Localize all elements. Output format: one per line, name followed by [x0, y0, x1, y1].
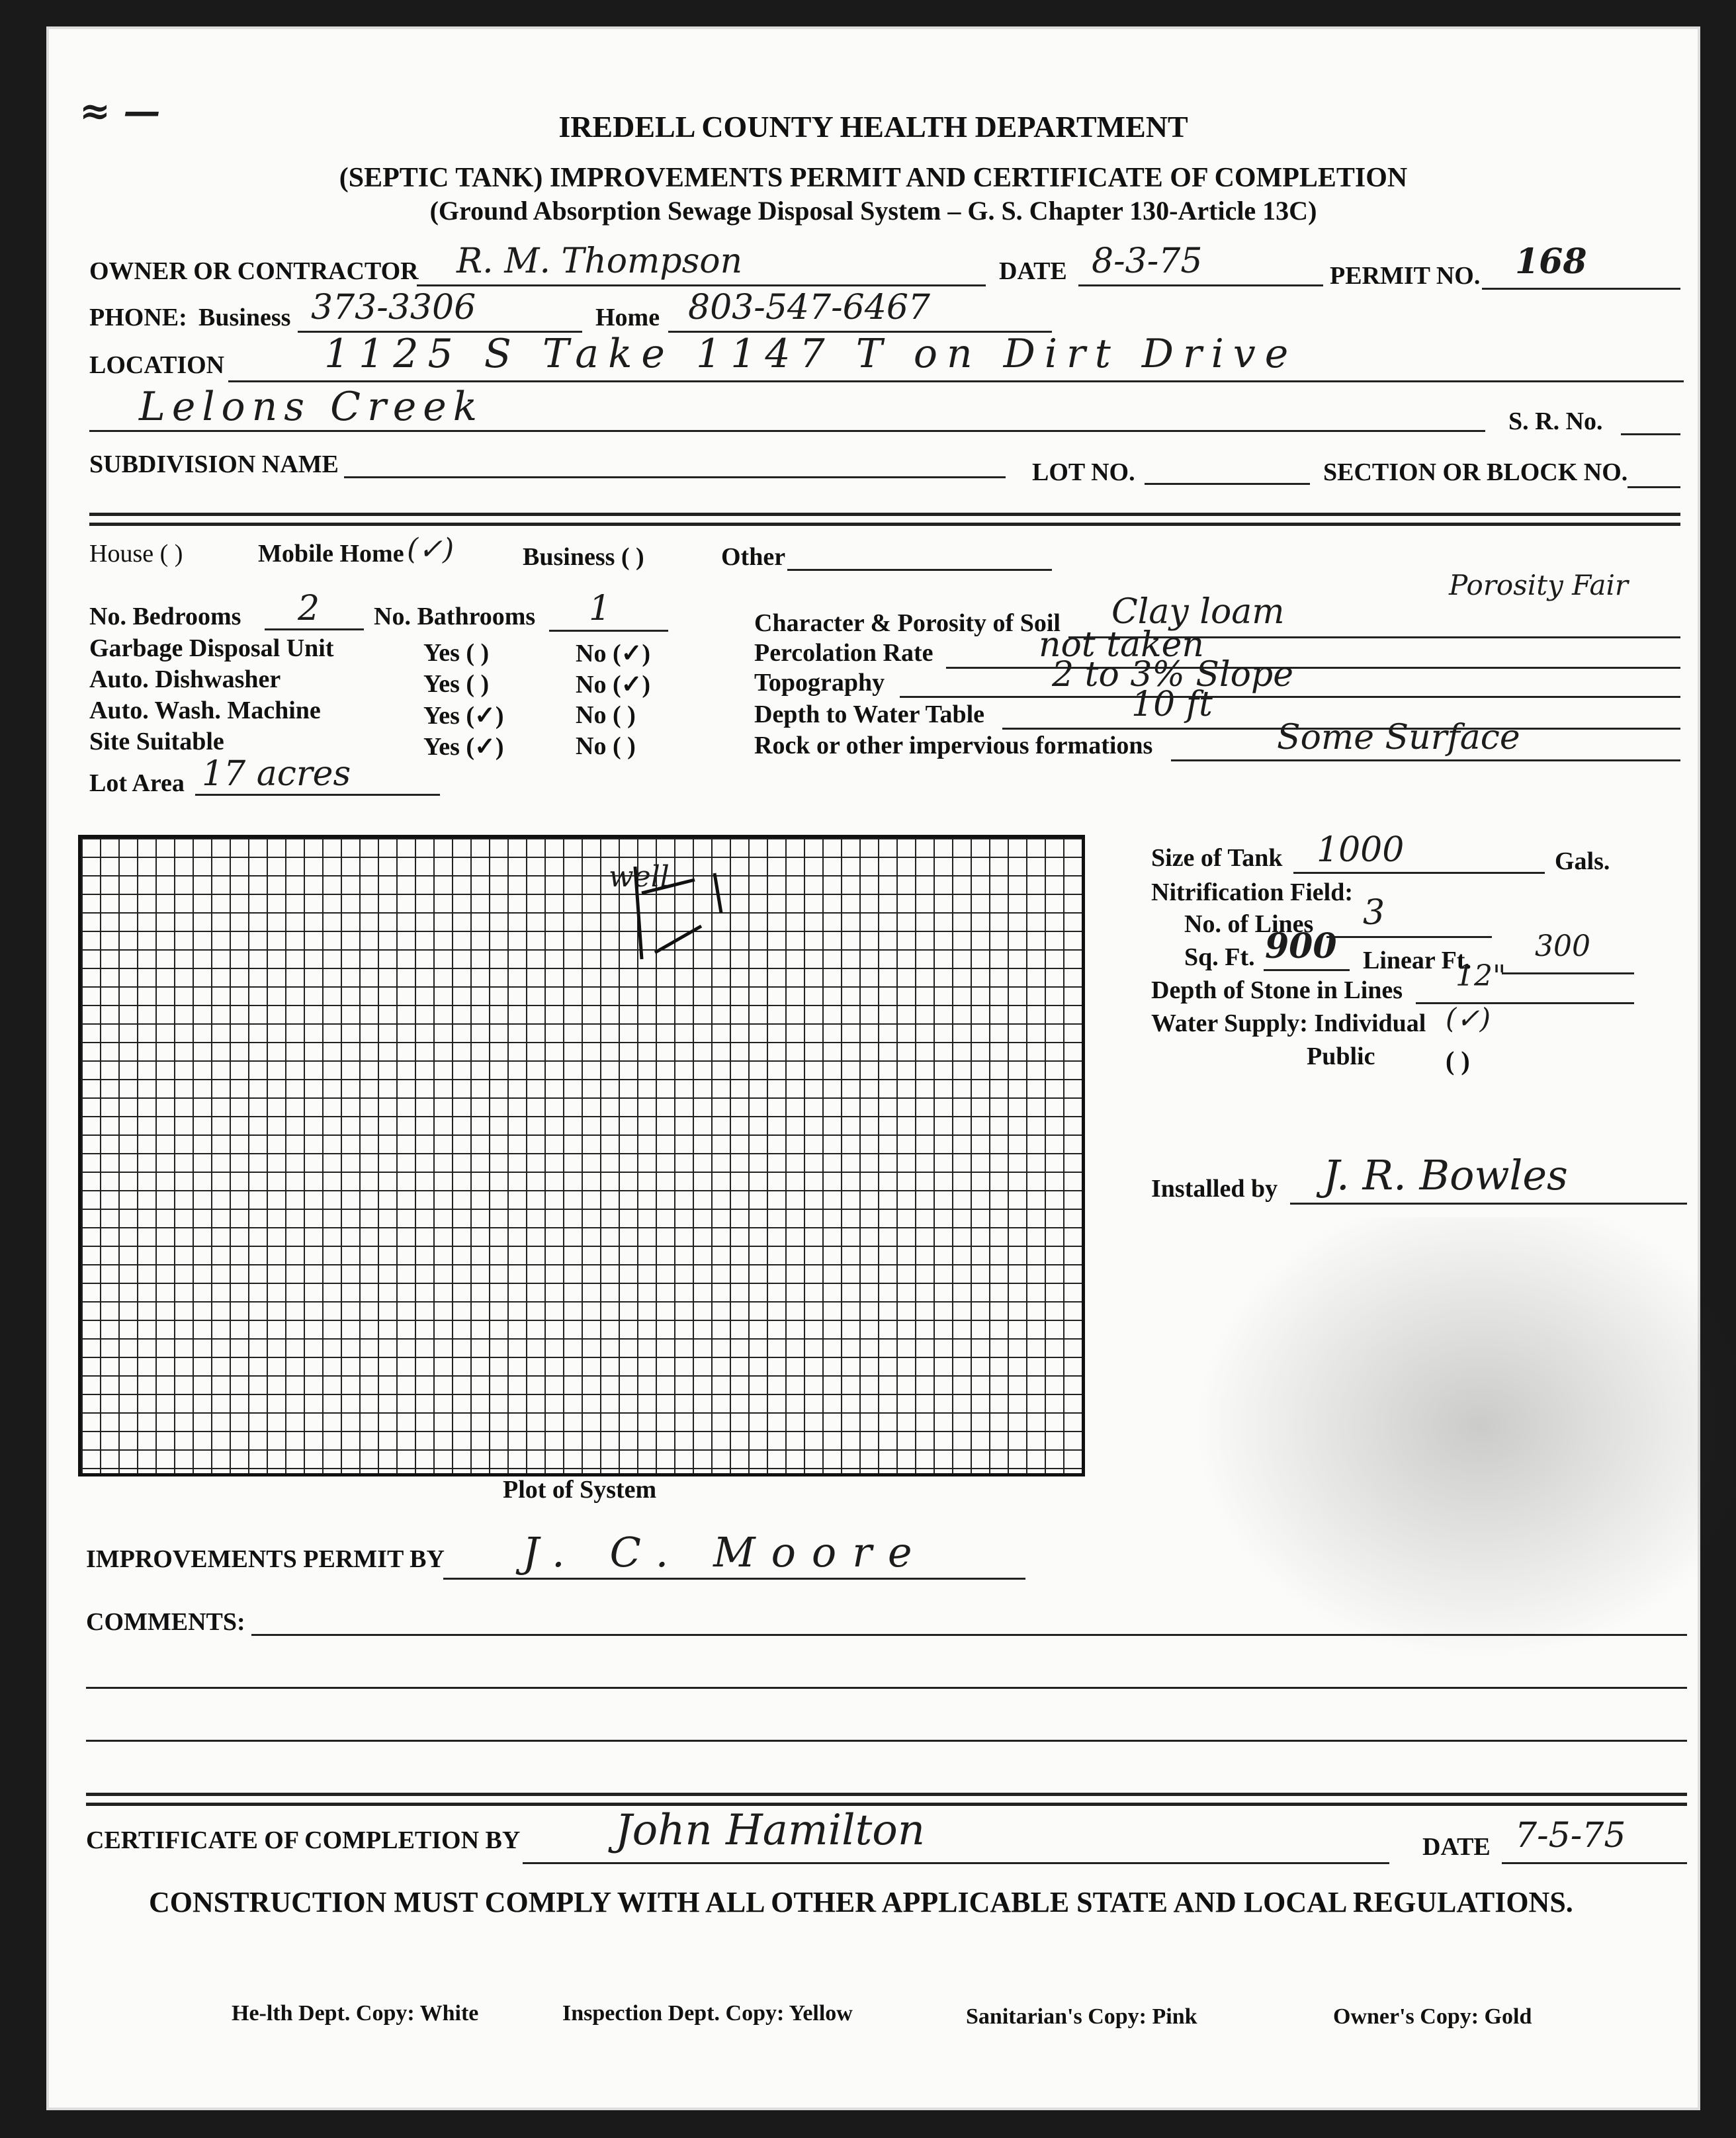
mobile-home-mark: (✓): [407, 533, 455, 566]
copy-health-dept: He-lth Dept. Copy: White: [232, 2001, 479, 2026]
tank-size-value: 1000: [1317, 830, 1405, 870]
permit-no-value: 168: [1515, 241, 1587, 282]
water-table-value: 10 ft: [1131, 685, 1213, 724]
public-label: Public: [1307, 1043, 1375, 1070]
date-value: 8-3-75: [1092, 241, 1203, 281]
home-phone-label: Home: [595, 304, 660, 331]
wash-machine-no: No ( ): [576, 701, 636, 729]
bedrooms-value: 2: [298, 589, 320, 628]
business-phone-label: Business: [198, 304, 291, 331]
business-phone-value: 373-3306: [311, 288, 476, 327]
site-suitable-label: Site Suitable: [89, 728, 224, 755]
section-block-label: SECTION OR BLOCK NO.: [1323, 458, 1628, 486]
completion-date-label: DATE: [1422, 1833, 1491, 1861]
plot-grid: [78, 835, 1085, 1476]
topography-label: Topography: [754, 669, 885, 697]
lot-area-value: 17 acres: [202, 754, 351, 794]
copy-owner: Owner's Copy: Gold: [1333, 2004, 1532, 2029]
nitrification-label: Nitrification Field:: [1151, 878, 1353, 906]
installed-by-label: Installed by: [1151, 1175, 1278, 1203]
owner-label: OWNER OR CONTRACTOR: [89, 257, 419, 285]
topography-value: 2 to 3% Slope: [1052, 655, 1293, 695]
site-suitable-no: No ( ): [576, 732, 636, 760]
rock-value: Some Surface: [1277, 718, 1520, 757]
other-label: Other: [721, 543, 786, 571]
location-line1: 1125 S Take 1147 T on Dirt Drive: [324, 331, 1298, 377]
bathrooms-value: 1: [589, 589, 611, 628]
plot-sketch: [615, 853, 787, 986]
soil-character-value: Clay loam: [1111, 592, 1285, 632]
completion-signature: John Hamilton: [615, 1806, 926, 1855]
copy-sanitarian: Sanitarian's Copy: Pink: [966, 2004, 1197, 2029]
garbage-disposal-label: Garbage Disposal Unit: [89, 634, 334, 662]
completion-date-value: 7-5-75: [1515, 1816, 1626, 1856]
lines-label: No. of Lines: [1184, 910, 1314, 938]
location-line2: Lelons Creek: [139, 384, 484, 430]
home-phone-value: 803-547-6467: [688, 288, 930, 327]
sr-no-label: S. R. No.: [1508, 407, 1603, 435]
soil-character-label: Character & Porosity of Soil: [754, 609, 1061, 637]
wash-machine-label: Auto. Wash. Machine: [89, 697, 321, 724]
form-subtitle: (Ground Absorption Sewage Disposal System – G. S. Chapter 130-Article 13C): [429, 196, 1317, 226]
stain: [1171, 1217, 1733, 1680]
lines-value: 3: [1363, 893, 1385, 933]
business-option: Business ( ): [523, 543, 644, 571]
tank-size-label: Size of Tank: [1151, 844, 1283, 872]
form-title: (SEPTIC TANK) IMPROVEMENTS PERMIT AND CERTIFICATE OF COMPLETION: [339, 163, 1408, 193]
water-supply-label: Water Supply: Individual: [1151, 1009, 1426, 1037]
mobile-home-label: Mobile Home: [258, 540, 404, 568]
bathrooms-label: No. Bathrooms: [374, 603, 536, 630]
water-table-label: Depth to Water Table: [754, 701, 985, 728]
gals-label: Gals.: [1555, 847, 1610, 875]
linear-ft-value: 300: [1535, 929, 1590, 963]
percolation-value: not taken: [1039, 625, 1204, 665]
rock-label: Rock or other impervious formations: [754, 732, 1153, 759]
plot-sketch-label: well: [609, 860, 670, 894]
sqft-value: 900: [1265, 926, 1337, 966]
permit-no-label: PERMIT NO.: [1330, 262, 1481, 290]
lot-area-label: Lot Area: [89, 769, 185, 797]
water-individual-mark: (✓): [1446, 1002, 1491, 1035]
owner-value: R. M. Thompson: [456, 241, 743, 281]
location-label: LOCATION: [89, 351, 225, 379]
stone-depth-value: 12": [1455, 959, 1506, 993]
corner-mark: ≈ —: [79, 89, 161, 133]
phone-label: PHONE:: [89, 304, 187, 331]
dishwasher-label: Auto. Dishwasher: [89, 665, 281, 693]
percolation-label: Percolation Rate: [754, 639, 933, 667]
department-title: IREDELL COUNTY HEALTH DEPARTMENT: [558, 110, 1188, 144]
dishwasher-no: No (✓): [576, 671, 651, 699]
site-suitable-yes: Yes (✓): [423, 733, 504, 761]
copy-inspection-dept: Inspection Dept. Copy: Yellow: [562, 2001, 853, 2026]
linear-ft-label: Linear Ft.: [1363, 947, 1471, 974]
bedrooms-label: No. Bedrooms: [89, 603, 241, 630]
plot-caption: Plot of System: [503, 1476, 657, 1504]
date-label: DATE: [999, 257, 1067, 285]
installed-by-value: J. R. Bowles: [1323, 1151, 1568, 1199]
permit-document: [46, 26, 1700, 2110]
comments-label: COMMENTS:: [86, 1608, 245, 1636]
house-option: House ( ): [89, 540, 183, 568]
completion-label: CERTIFICATE OF COMPLETION BY: [86, 1826, 521, 1854]
garbage-disposal-no: No (✓): [576, 640, 651, 667]
subdivision-label: SUBDIVISION NAME: [89, 450, 339, 478]
compliance-notice: CONSTRUCTION MUST COMPLY WITH ALL OTHER APPLICABLE STATE AND LOCAL REGULATIONS.: [149, 1886, 1573, 1918]
stone-depth-label: Depth of Stone in Lines: [1151, 976, 1403, 1004]
lot-no-label: LOT NO.: [1032, 458, 1135, 486]
wash-machine-yes: Yes (✓): [423, 702, 504, 730]
permit-by-label: IMPROVEMENTS PERMIT BY: [86, 1545, 445, 1573]
dishwasher-yes: Yes ( ): [423, 670, 490, 698]
sqft-label: Sq. Ft.: [1184, 943, 1255, 971]
permit-by-signature: J. C. Moore: [523, 1528, 928, 1576]
soil-porosity-value: Porosity Fair: [1449, 569, 1628, 601]
public-mark: ( ): [1446, 1046, 1470, 1076]
garbage-disposal-yes: Yes ( ): [423, 639, 490, 667]
